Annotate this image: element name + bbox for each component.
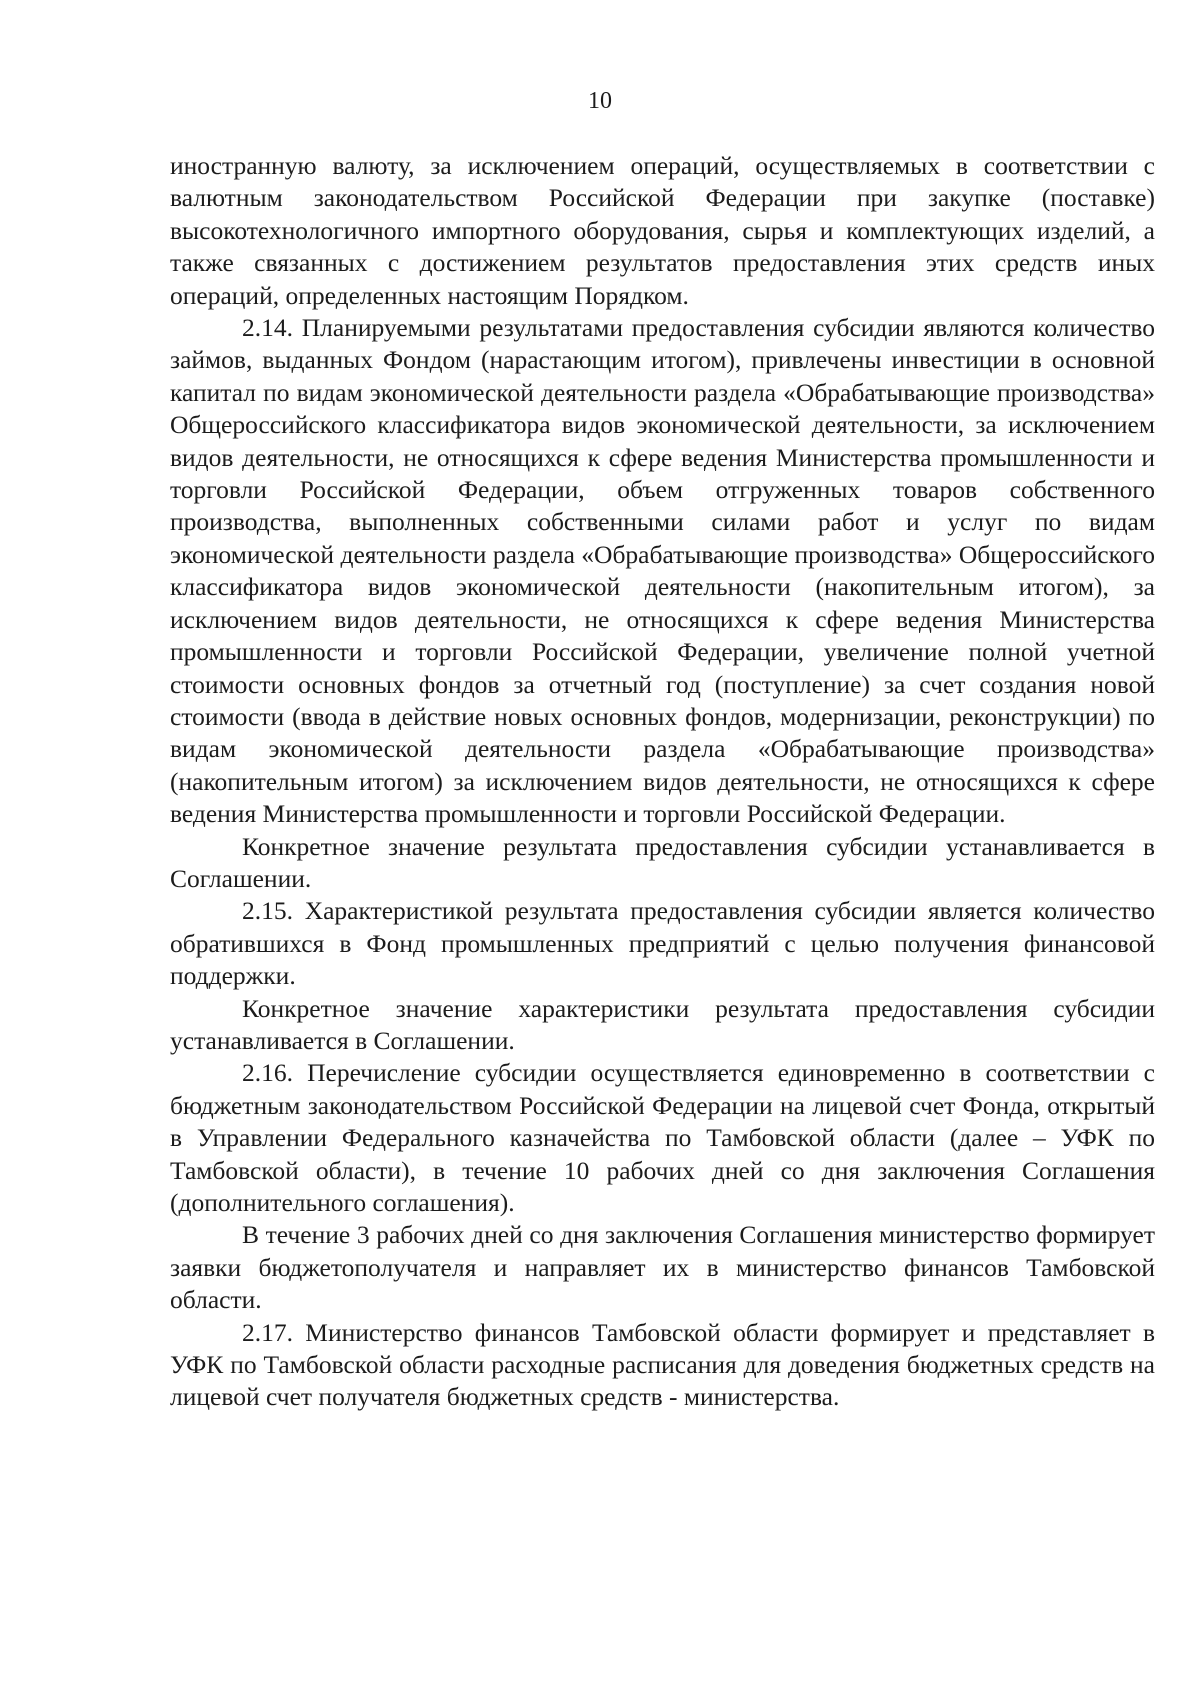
paragraph-2-15: 2.15. Характеристикой результата предоставления субсидии является количество обратившихся в Фонд промышленных предприятий с целью получения финансовой поддержки.	[170, 896, 1155, 991]
paragraph-continuation: иностранную валюту, за исключением операций, осуществляемых в соответствии с валютным законодательством Российской Федерации при закупке (поставке) высокотехнологичного импортного оборудования, сырья и комплектующих изделий, а также связанных с достижением результатов предоставления этих средств иных операций, определенных настоящим Порядком.	[170, 151, 1155, 310]
page-number: 10	[588, 88, 612, 114]
paragraph-2-16-requests: В течение 3 рабочих дней со дня заключения Соглашения министерство формирует заявки бюджетополучателя и направляет их в министерство финансов Тамбовской области.	[170, 1220, 1155, 1315]
paragraph-2-17: 2.17. Министерство финансов Тамбовской области формирует и представляет в УФК по Тамбовской области расходные расписания для доведения бюджетных средств на лицевой счет получателя бюджетных средств - министерства.	[170, 1317, 1155, 1412]
document-body	[170, 150, 1155, 1414]
paragraph-2-14-value: Конкретное значение результата предоставления субсидии устанавливается в Соглашении.	[170, 831, 1155, 893]
paragraph-2-15-value: Конкретное значение характеристики результата предоставления субсидии устанавливается в Соглашении.	[170, 993, 1155, 1055]
paragraph-2-14: 2.14. Планируемыми результатами предоставления субсидии являются количество займов, выданных Фондом (нарастающим итогом), привлечены инвестиции в основной капитал по видам экономической деятельности раздела «Обрабатывающие производства» Общероссийского классификатора видов экономической деятельности, за исключением видов деятельности, не относящихся к сфере ведения Министерства промышленности и торговли Российской Федерации, объем отгруженных товаров собственного производства, выполненных собственными силами работ и услуг по видам экономической деятельности раздела «Обрабатывающие производства» Общероссийского классификатора видов экономической деятельности (накопительным итогом), за исключением видов деятельности, не относящихся к сфере ведения Министерства промышленности и торговли Российской Федерации, увеличение полной учетной стоимости основных фондов за отчетный год (поступление) за счет создания новой стоимости (ввода в действие новых основных фондов, модернизации, реконструкции) по видам экономической деятельности раздела «Обрабатывающие производства» (накопительным итогом) за исключением видов деятельности, не относящихся к сфере ведения Министерства промышленности и торговли Российской Федерации.	[170, 313, 1155, 829]
paragraph-2-16: 2.16. Перечисление субсидии осуществляется единовременно в соответствии с бюджетным законодательством Российской Федерации на лицевой счет Фонда, открытый в Управлении Федерального казначейства по Тамбовской области (далее – УФК по Тамбовской области), в течение 10 рабочих дней со дня заключения Соглашения (дополнительного соглашения).	[170, 1058, 1155, 1217]
